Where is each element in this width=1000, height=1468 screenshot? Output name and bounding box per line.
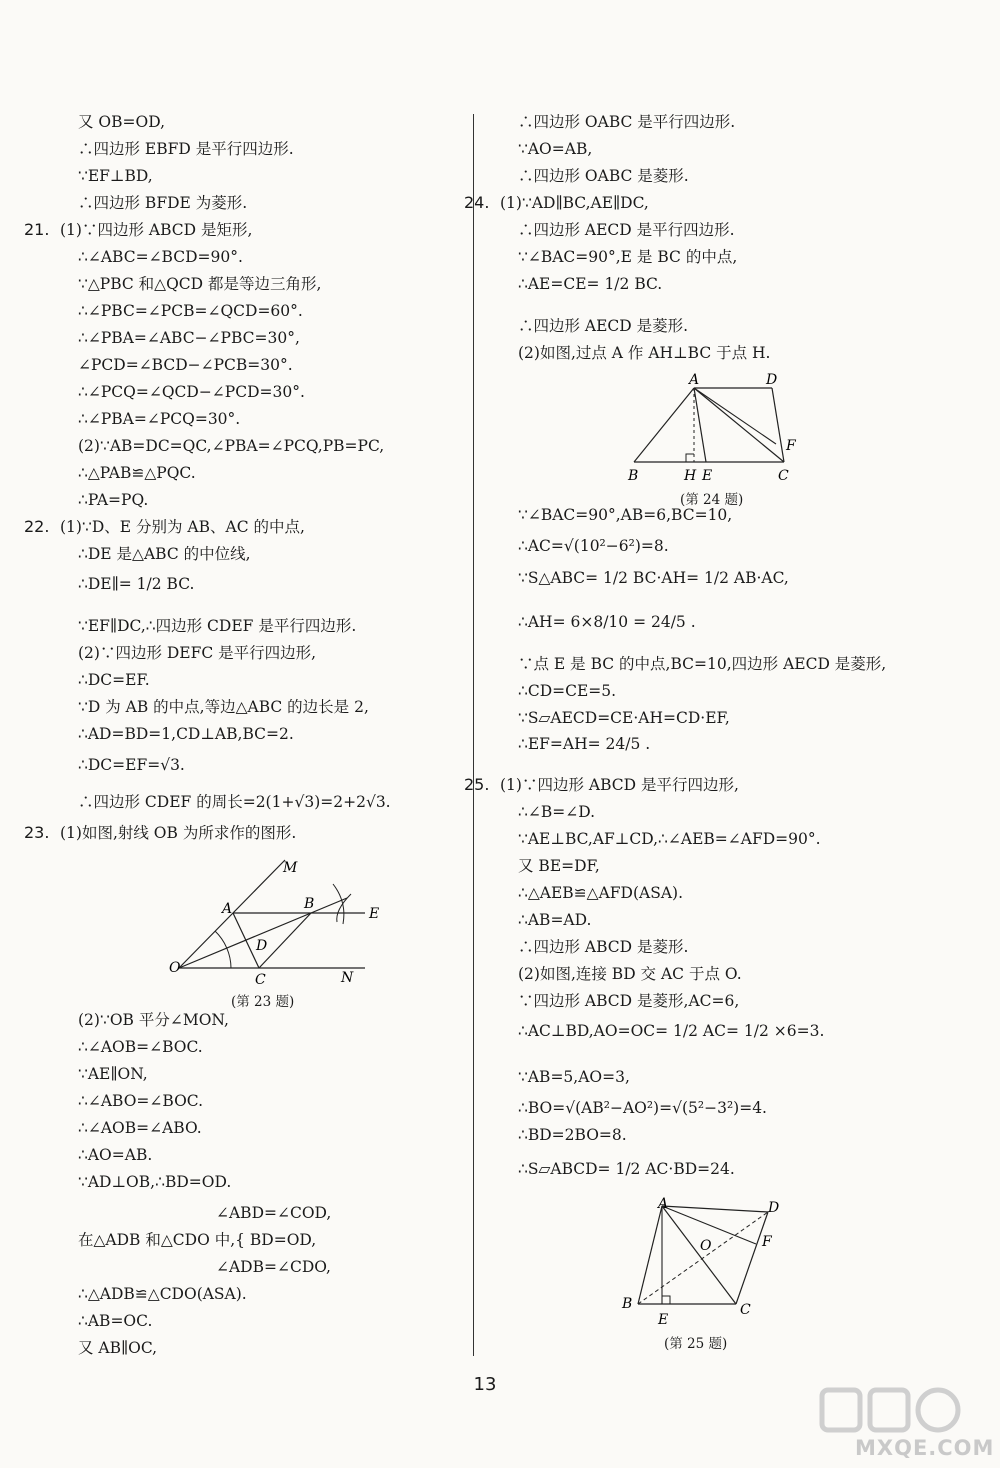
problem-number: 25. xyxy=(464,775,490,794)
text-line xyxy=(78,1064,148,1084)
text-line xyxy=(464,193,649,213)
line-text: ∵AB=5,AO=3, xyxy=(518,1068,630,1086)
text-line xyxy=(78,755,185,775)
text-line xyxy=(78,490,148,510)
line-text: (1)∵D、E 分别为 AB、AC 的中点, xyxy=(60,518,305,536)
figure-25-diagram xyxy=(618,1198,788,1328)
line-text: ∴∠PCQ=∠QCD−∠PCD=30°. xyxy=(78,383,305,401)
line-text: 又 AB∥OC, xyxy=(78,1339,158,1357)
fig25-label: C xyxy=(740,1302,751,1318)
figure-23-caption: (第 23 题) xyxy=(231,994,295,1010)
figure-25 xyxy=(618,1196,788,1352)
line-text: ∴四边形 AECD 是平行四边形. xyxy=(518,221,735,239)
text-line xyxy=(518,734,650,754)
fig23-label: A xyxy=(222,901,233,917)
text-line xyxy=(518,568,789,588)
fig25-label: D xyxy=(768,1200,780,1216)
text-line xyxy=(78,112,165,132)
text-line xyxy=(78,328,300,348)
text-line xyxy=(78,792,391,812)
text-line xyxy=(24,517,305,537)
line-text: ∴四边形 OABC 是菱形. xyxy=(518,167,689,185)
line-text: ∴四边形 BFDE 为菱形. xyxy=(78,194,248,212)
fig25-label: B xyxy=(622,1296,633,1312)
line-text: (2)∵四边形 DEFC 是平行四边形, xyxy=(78,644,317,662)
text-line xyxy=(78,1230,316,1250)
text-line xyxy=(78,1172,231,1192)
line-text: ∵D 为 AB 的中点,等边△ABC 的边长是 2, xyxy=(78,698,369,716)
line-text: ∴DC=EF=√3. xyxy=(78,756,185,774)
line-text: 又 BE=DF, xyxy=(518,857,600,875)
text-line xyxy=(78,139,294,159)
line-text: ∵S△ABC= 1/2 BC·AH= 1/2 AB·AC, xyxy=(518,569,789,587)
problem-number: 23. xyxy=(24,823,50,842)
line-text: ∴AB=AD. xyxy=(518,911,592,929)
fig24-label: F xyxy=(786,438,796,454)
text-line xyxy=(78,1338,157,1358)
column-divider xyxy=(473,114,474,1356)
line-text: ∵点 E 是 BC 的中点,BC=10,四边形 AECD 是菱形, xyxy=(518,655,887,673)
line-text: ∴DC=EF. xyxy=(78,671,150,689)
line-text: ∵S▱AECD=CE·AH=CD·EF, xyxy=(518,709,730,727)
text-line xyxy=(518,829,821,849)
page-number: 13 xyxy=(473,1374,497,1395)
text-line xyxy=(78,274,321,294)
fig24-label: H xyxy=(684,468,697,484)
text-line xyxy=(78,1037,203,1057)
line-text: ∵EF∥DC,∴四边形 CDEF 是平行四边形. xyxy=(78,617,357,635)
text-line xyxy=(518,1021,824,1041)
line-text: ∴EF=AH= 24/5 . xyxy=(518,735,651,753)
fig23-label: O xyxy=(169,960,181,976)
text-line xyxy=(518,166,689,186)
line-text: ∴BD=2BO=8. xyxy=(518,1126,627,1144)
line-text: ∴AD=BD=1,CD⊥AB,BC=2. xyxy=(78,725,294,743)
line-text: ∴四边形 EBFD 是平行四边形. xyxy=(78,140,294,158)
text-line xyxy=(464,775,739,795)
text-line xyxy=(518,1125,627,1145)
text-line xyxy=(78,193,247,213)
text-line xyxy=(78,1284,247,1304)
fig23-label: E xyxy=(369,906,380,922)
text-line xyxy=(78,463,196,483)
line-text: ∵∠BAC=90°,E 是 BC 的中点, xyxy=(518,248,738,266)
text-line xyxy=(518,883,683,903)
line-text: 又 OB=OD, xyxy=(78,113,166,131)
text-line xyxy=(518,708,730,728)
text-line xyxy=(78,301,303,321)
problem-number: 22. xyxy=(24,517,50,536)
line-text: ∴∠AOB=∠ABO. xyxy=(78,1119,202,1137)
text-line xyxy=(78,1010,229,1030)
fig23-label: B xyxy=(304,896,315,912)
text-line xyxy=(518,1098,767,1118)
line-text: ∵EF⊥BD, xyxy=(78,167,153,185)
text-line xyxy=(78,643,316,663)
figure-25-caption: (第 25 题) xyxy=(664,1336,728,1352)
text-line xyxy=(518,343,770,363)
line-text: ∴AH= 6×8/10 = 24/5 . xyxy=(518,613,696,631)
figure-23-diagram xyxy=(165,858,385,988)
figure-24 xyxy=(626,370,806,508)
line-text: ∵△PBC 和△QCD 都是等边三角形, xyxy=(78,275,322,293)
line-text: ∵∠BAC=90°,AB=6,BC=10, xyxy=(518,506,733,524)
fig23-label: D xyxy=(256,938,268,954)
text-line xyxy=(78,1091,203,1111)
line-text: (1)∵四边形 ABCD 是矩形, xyxy=(60,221,253,239)
text-line xyxy=(518,681,616,701)
text-line xyxy=(78,166,153,186)
line-text: ∴AO=AB. xyxy=(78,1146,153,1164)
line-text: ∴DE 是△ABC 的中位线, xyxy=(78,545,251,563)
text-line xyxy=(216,1203,331,1223)
text-line xyxy=(518,991,739,1011)
problem-number: 24. xyxy=(464,193,490,212)
line-text: ∵AE∥ON, xyxy=(78,1065,148,1083)
fig23-label: N xyxy=(341,970,354,986)
text-line xyxy=(518,316,688,336)
fig24-label: D xyxy=(766,372,778,388)
text-line xyxy=(78,724,294,744)
line-text: ∴四边形 AECD 是菱形. xyxy=(518,317,689,335)
fig25-label: O xyxy=(700,1238,712,1254)
text-line xyxy=(78,436,384,456)
text-line xyxy=(78,1118,202,1138)
line-text: ∴△AEB≌△AFD(ASA). xyxy=(518,884,683,902)
line-text: ∴AC=√(10²−6²)=8. xyxy=(518,537,669,555)
line-text: ∴∠ABC=∠BCD=90°. xyxy=(78,248,243,266)
line-text: (2)∵AB=DC=QC,∠PBA=∠PCQ,PB=PC, xyxy=(78,437,385,455)
text-line xyxy=(78,382,305,402)
fig24-label: B xyxy=(628,468,639,484)
text-line xyxy=(78,1311,152,1331)
fig23-label: M xyxy=(283,860,298,876)
line-text: ∴∠PBA=∠ABC−∠PBC=30°, xyxy=(78,329,300,347)
line-text: ∴CD=CE=5. xyxy=(518,682,617,700)
text-line xyxy=(518,274,662,294)
text-line xyxy=(24,220,252,240)
line-text: (1)∵四边形 ABCD 是平行四边形, xyxy=(500,776,739,794)
text-line xyxy=(78,544,251,564)
text-line xyxy=(78,247,243,267)
line-text: ∠PCD=∠BCD−∠PCB=30°. xyxy=(78,356,293,374)
text-line xyxy=(518,505,732,525)
text-line xyxy=(78,574,194,594)
line-text: ∴△ADB≌△CDO(ASA). xyxy=(78,1285,247,1303)
line-text: ∵四边形 ABCD 是菱形,AC=6, xyxy=(518,992,740,1010)
line-text: ∴AE=CE= 1/2 BC. xyxy=(518,275,663,293)
line-text: ∴DE∥= 1/2 BC. xyxy=(78,575,195,593)
line-text: ∴四边形 OABC 是平行四边形. xyxy=(518,113,736,131)
text-line xyxy=(78,697,369,717)
figure-24-diagram xyxy=(626,370,806,484)
line-text: ∵AD⊥OB,∴BD=OD. xyxy=(78,1173,232,1191)
figure-24-caption: (第 24 题) xyxy=(680,492,744,508)
line-text: ∴AB=OC. xyxy=(78,1312,153,1330)
text-line xyxy=(78,670,150,690)
line-text: ∠ADB=∠CDO, xyxy=(216,1258,331,1276)
fig23-label: C xyxy=(255,972,266,988)
text-line xyxy=(518,654,886,674)
text-line xyxy=(216,1257,331,1277)
line-text: ∴BO=√(AB²−AO²)=√(5²−3²)=4. xyxy=(518,1099,767,1117)
line-text: (2)如图,连接 BD 交 AC 于点 O. xyxy=(518,965,742,983)
line-text: ∠ABD=∠COD, xyxy=(216,1204,332,1222)
line-text: ∵AO=AB, xyxy=(518,140,593,158)
line-text: ∴PA=PQ. xyxy=(78,491,149,509)
text-line xyxy=(518,139,592,159)
line-text: ∴∠ABO=∠BOC. xyxy=(78,1092,204,1110)
text-line xyxy=(518,937,688,957)
line-text: ∴AC⊥BD,AO=OC= 1/2 AC= 1/2 ×6=3. xyxy=(518,1022,825,1040)
line-text: ∵AE⊥BC,AF⊥CD,∴∠AEB=∠AFD=90°. xyxy=(518,830,821,848)
line-text: ∴∠AOB=∠BOC. xyxy=(78,1038,203,1056)
text-line xyxy=(518,802,595,822)
line-text: ∴四边形 ABCD 是菱形. xyxy=(518,938,689,956)
line-text: 在△ADB 和△CDO 中,{ BD=OD, xyxy=(78,1231,317,1249)
line-text: (1)如图,射线 OB 为所求作的图形. xyxy=(60,824,297,842)
fig25-label: E xyxy=(658,1312,669,1328)
text-line xyxy=(78,616,356,636)
fig24-label: A xyxy=(689,372,700,388)
text-line xyxy=(518,1067,630,1087)
text-line xyxy=(78,355,293,375)
watermark-logo xyxy=(818,1384,968,1444)
text-line xyxy=(518,910,591,930)
line-text: ∴△PAB≌△PQC. xyxy=(78,464,196,482)
watermark-text: MXQE.COM xyxy=(855,1436,995,1460)
line-text: (1)∵AD∥BC,AE∥DC, xyxy=(500,194,649,212)
fig25-label: F xyxy=(762,1234,772,1250)
text-line xyxy=(518,964,742,984)
line-text: (2)如图,过点 A 作 AH⊥BC 于点 H. xyxy=(518,344,771,362)
text-line xyxy=(518,247,737,267)
text-line xyxy=(518,536,669,556)
text-line xyxy=(518,612,696,632)
line-text: ∴∠PBC=∠PCB=∠QCD=60°. xyxy=(78,302,303,320)
fig24-label: C xyxy=(778,468,789,484)
line-text: (2)∵OB 平分∠MON, xyxy=(78,1011,229,1029)
text-line xyxy=(78,1145,152,1165)
line-text: ∴S▱ABCD= 1/2 AC·BD=24. xyxy=(518,1160,735,1178)
text-line xyxy=(518,112,735,132)
line-text: ∴∠B=∠D. xyxy=(518,803,596,821)
text-line xyxy=(518,1159,735,1179)
fig24-label: E xyxy=(702,468,713,484)
line-text: ∴四边形 CDEF 的周长=2(1+√3)=2+2√3. xyxy=(78,793,391,811)
line-text: ∴∠PBA=∠PCQ=30°. xyxy=(78,410,241,428)
fig25-label: A xyxy=(658,1196,669,1212)
text-line xyxy=(78,409,240,429)
figure-23 xyxy=(165,858,385,1010)
text-line xyxy=(518,856,600,876)
problem-number: 21. xyxy=(24,220,50,239)
text-line xyxy=(518,220,735,240)
text-line xyxy=(24,823,296,843)
